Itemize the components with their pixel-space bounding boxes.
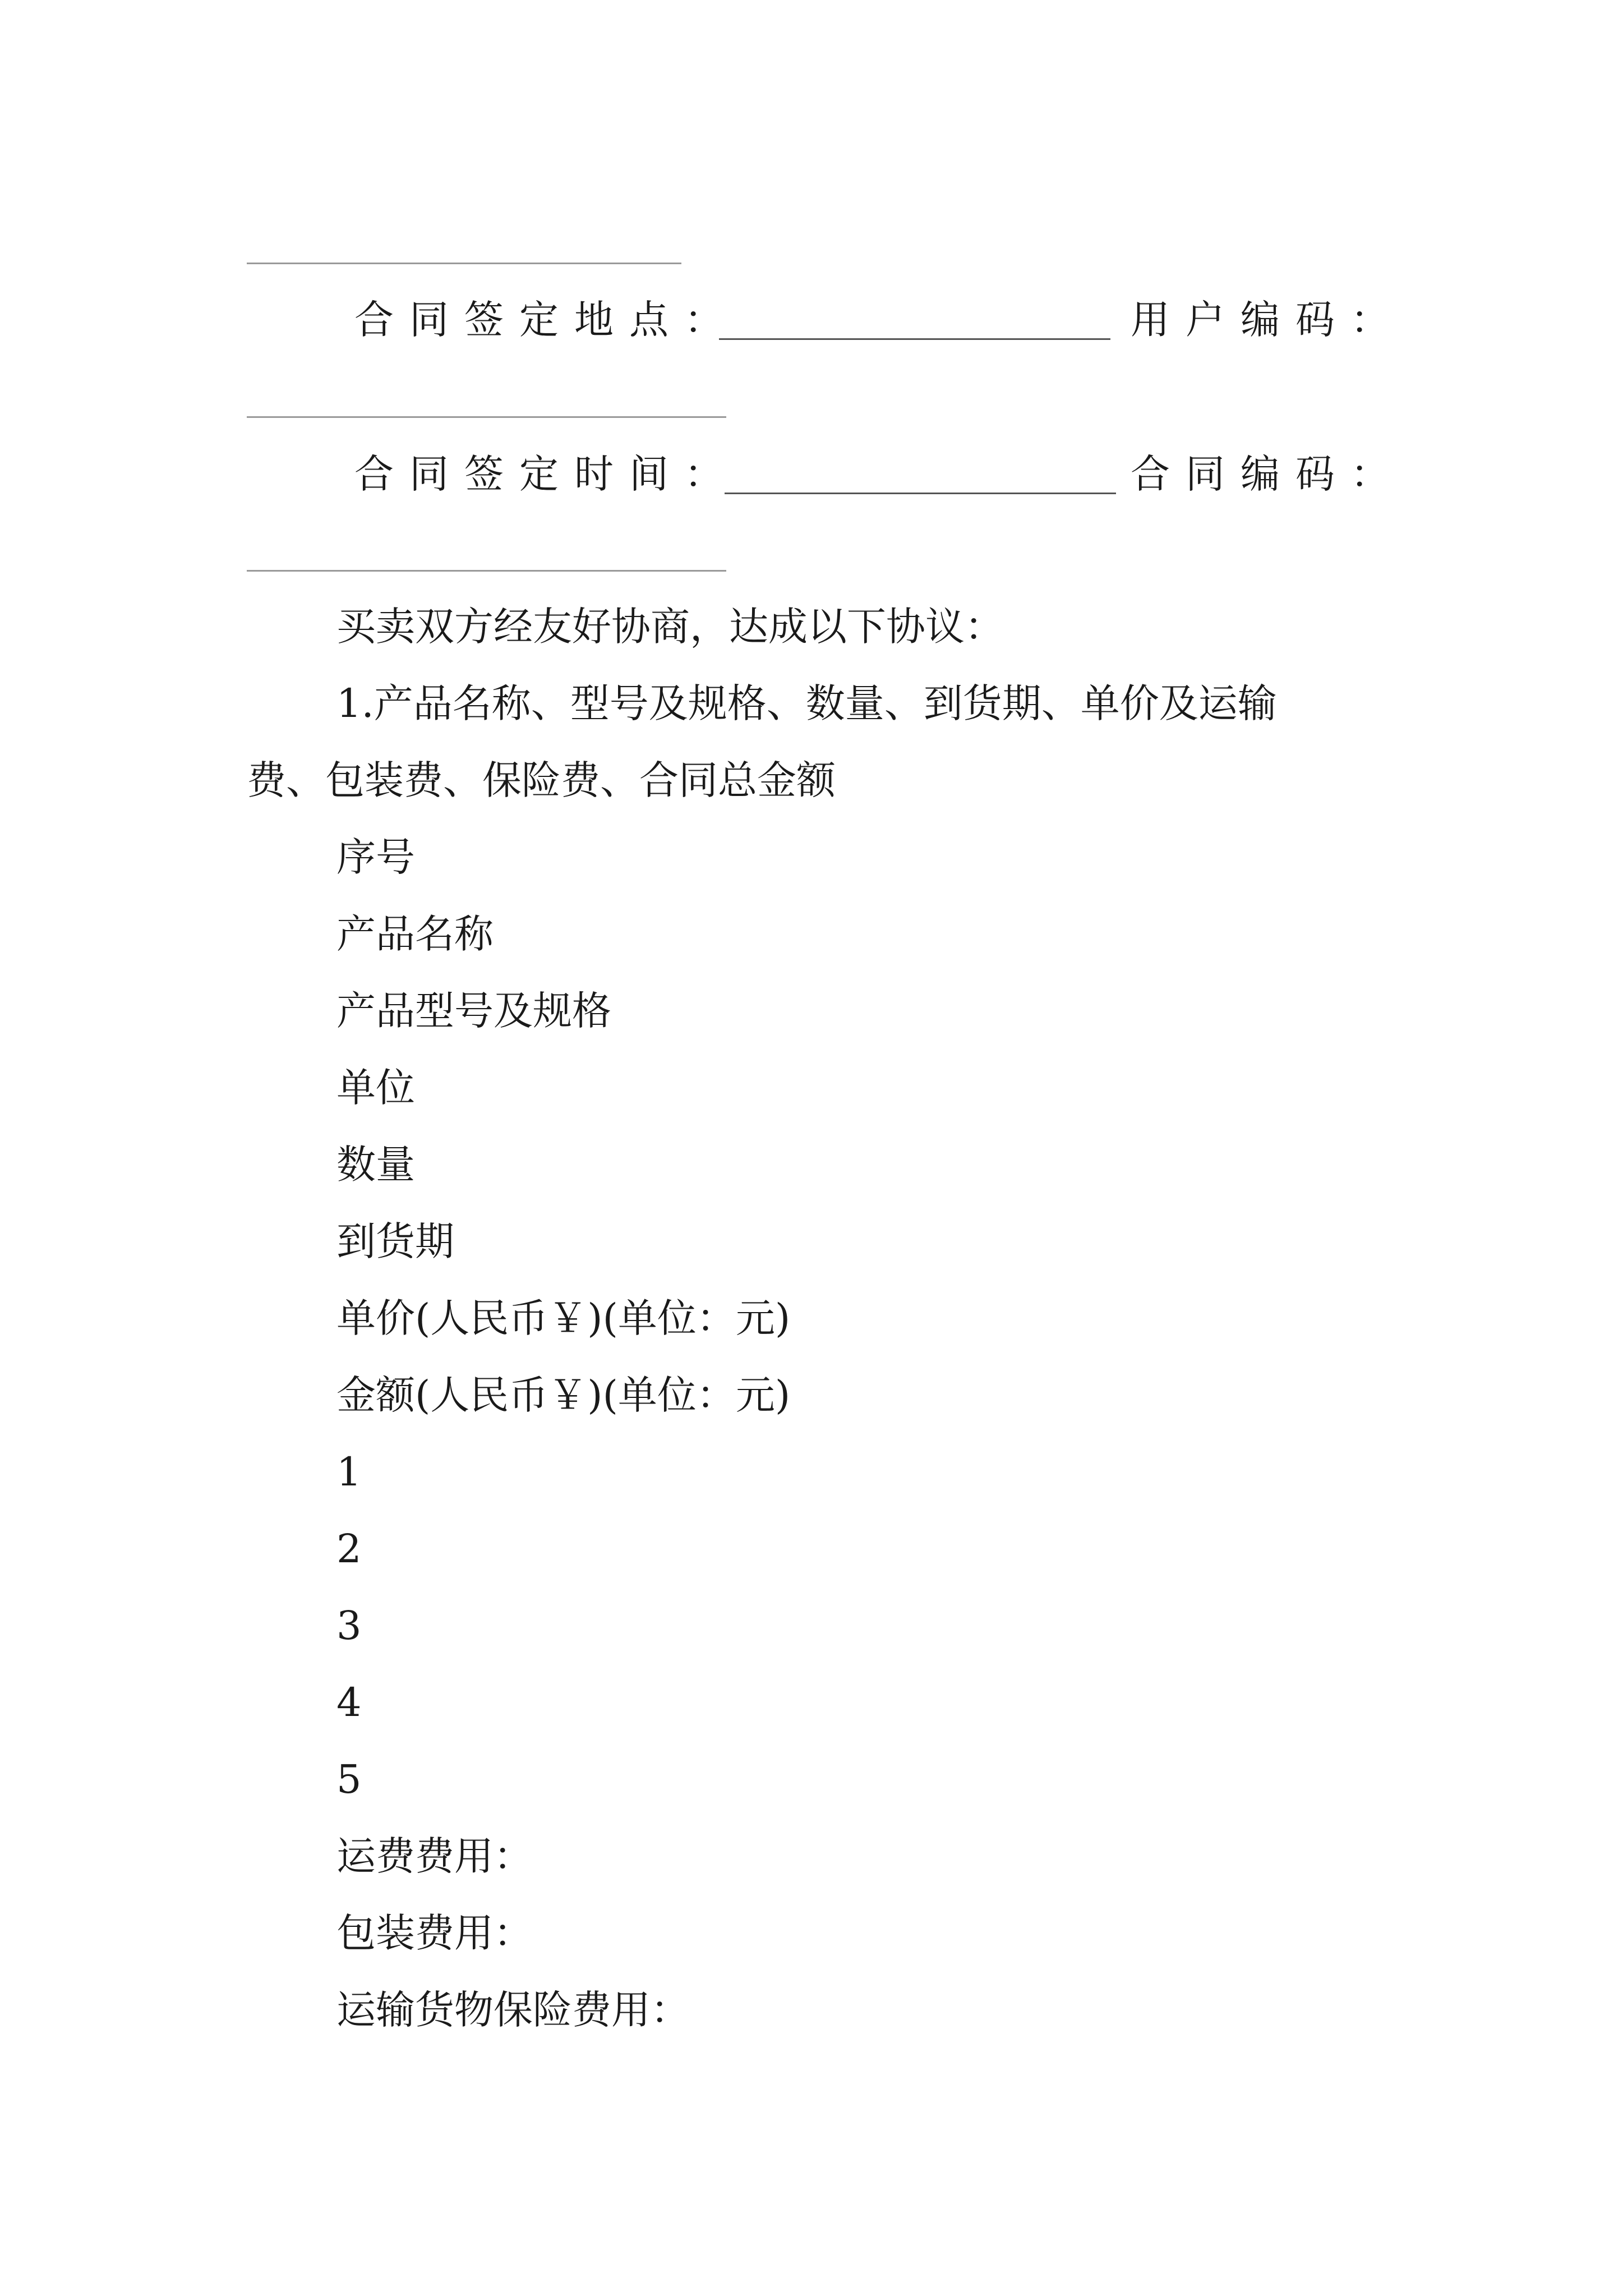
table-header-item: 单位 bbox=[336, 1065, 415, 1111]
packaging-fee-label: 包装费用： bbox=[336, 1910, 533, 1956]
clause1-text-continued: 费、包装费、保险费、合同总金额 bbox=[247, 757, 836, 803]
blank-line-top bbox=[247, 263, 681, 264]
contract-code-label: 合同编码： bbox=[1131, 451, 1405, 497]
place-input-line[interactable] bbox=[719, 338, 1110, 340]
table-header-item: 单价(人民币￥)(单位：元) bbox=[336, 1295, 791, 1341]
table-header-item: 产品名称 bbox=[336, 911, 494, 957]
time-input-line[interactable] bbox=[725, 493, 1116, 494]
row-number: 2 bbox=[336, 1526, 362, 1572]
user-code-input-line[interactable] bbox=[247, 416, 726, 418]
row-number: 1 bbox=[336, 1449, 362, 1495]
freight-fee-label: 运费费用： bbox=[336, 1833, 533, 1879]
clause1-text: 1.产品名称、型号及规格、数量、到货期、单价及运输 bbox=[336, 680, 1277, 726]
table-header-item: 序号 bbox=[336, 834, 415, 880]
row-number: 5 bbox=[336, 1756, 362, 1802]
row-number: 4 bbox=[336, 1680, 362, 1726]
user-code-label: 用户编码： bbox=[1131, 297, 1405, 343]
intro-text: 买卖双方经友好协商，达成以下协议： bbox=[336, 604, 1004, 650]
insurance-fee-label: 运输货物保险费用： bbox=[336, 1987, 690, 2033]
row-number: 3 bbox=[336, 1603, 362, 1649]
contract-code-input-line[interactable] bbox=[247, 570, 726, 572]
time-label: 合同签定时间： bbox=[354, 451, 739, 497]
table-header-item: 产品型号及规格 bbox=[336, 988, 611, 1034]
table-header-item: 到货期 bbox=[336, 1218, 454, 1264]
table-header-item: 金额(人民币￥)(单位：元) bbox=[336, 1372, 791, 1418]
place-label: 合同签定地点： bbox=[354, 297, 739, 343]
table-header-item: 数量 bbox=[336, 1142, 415, 1188]
